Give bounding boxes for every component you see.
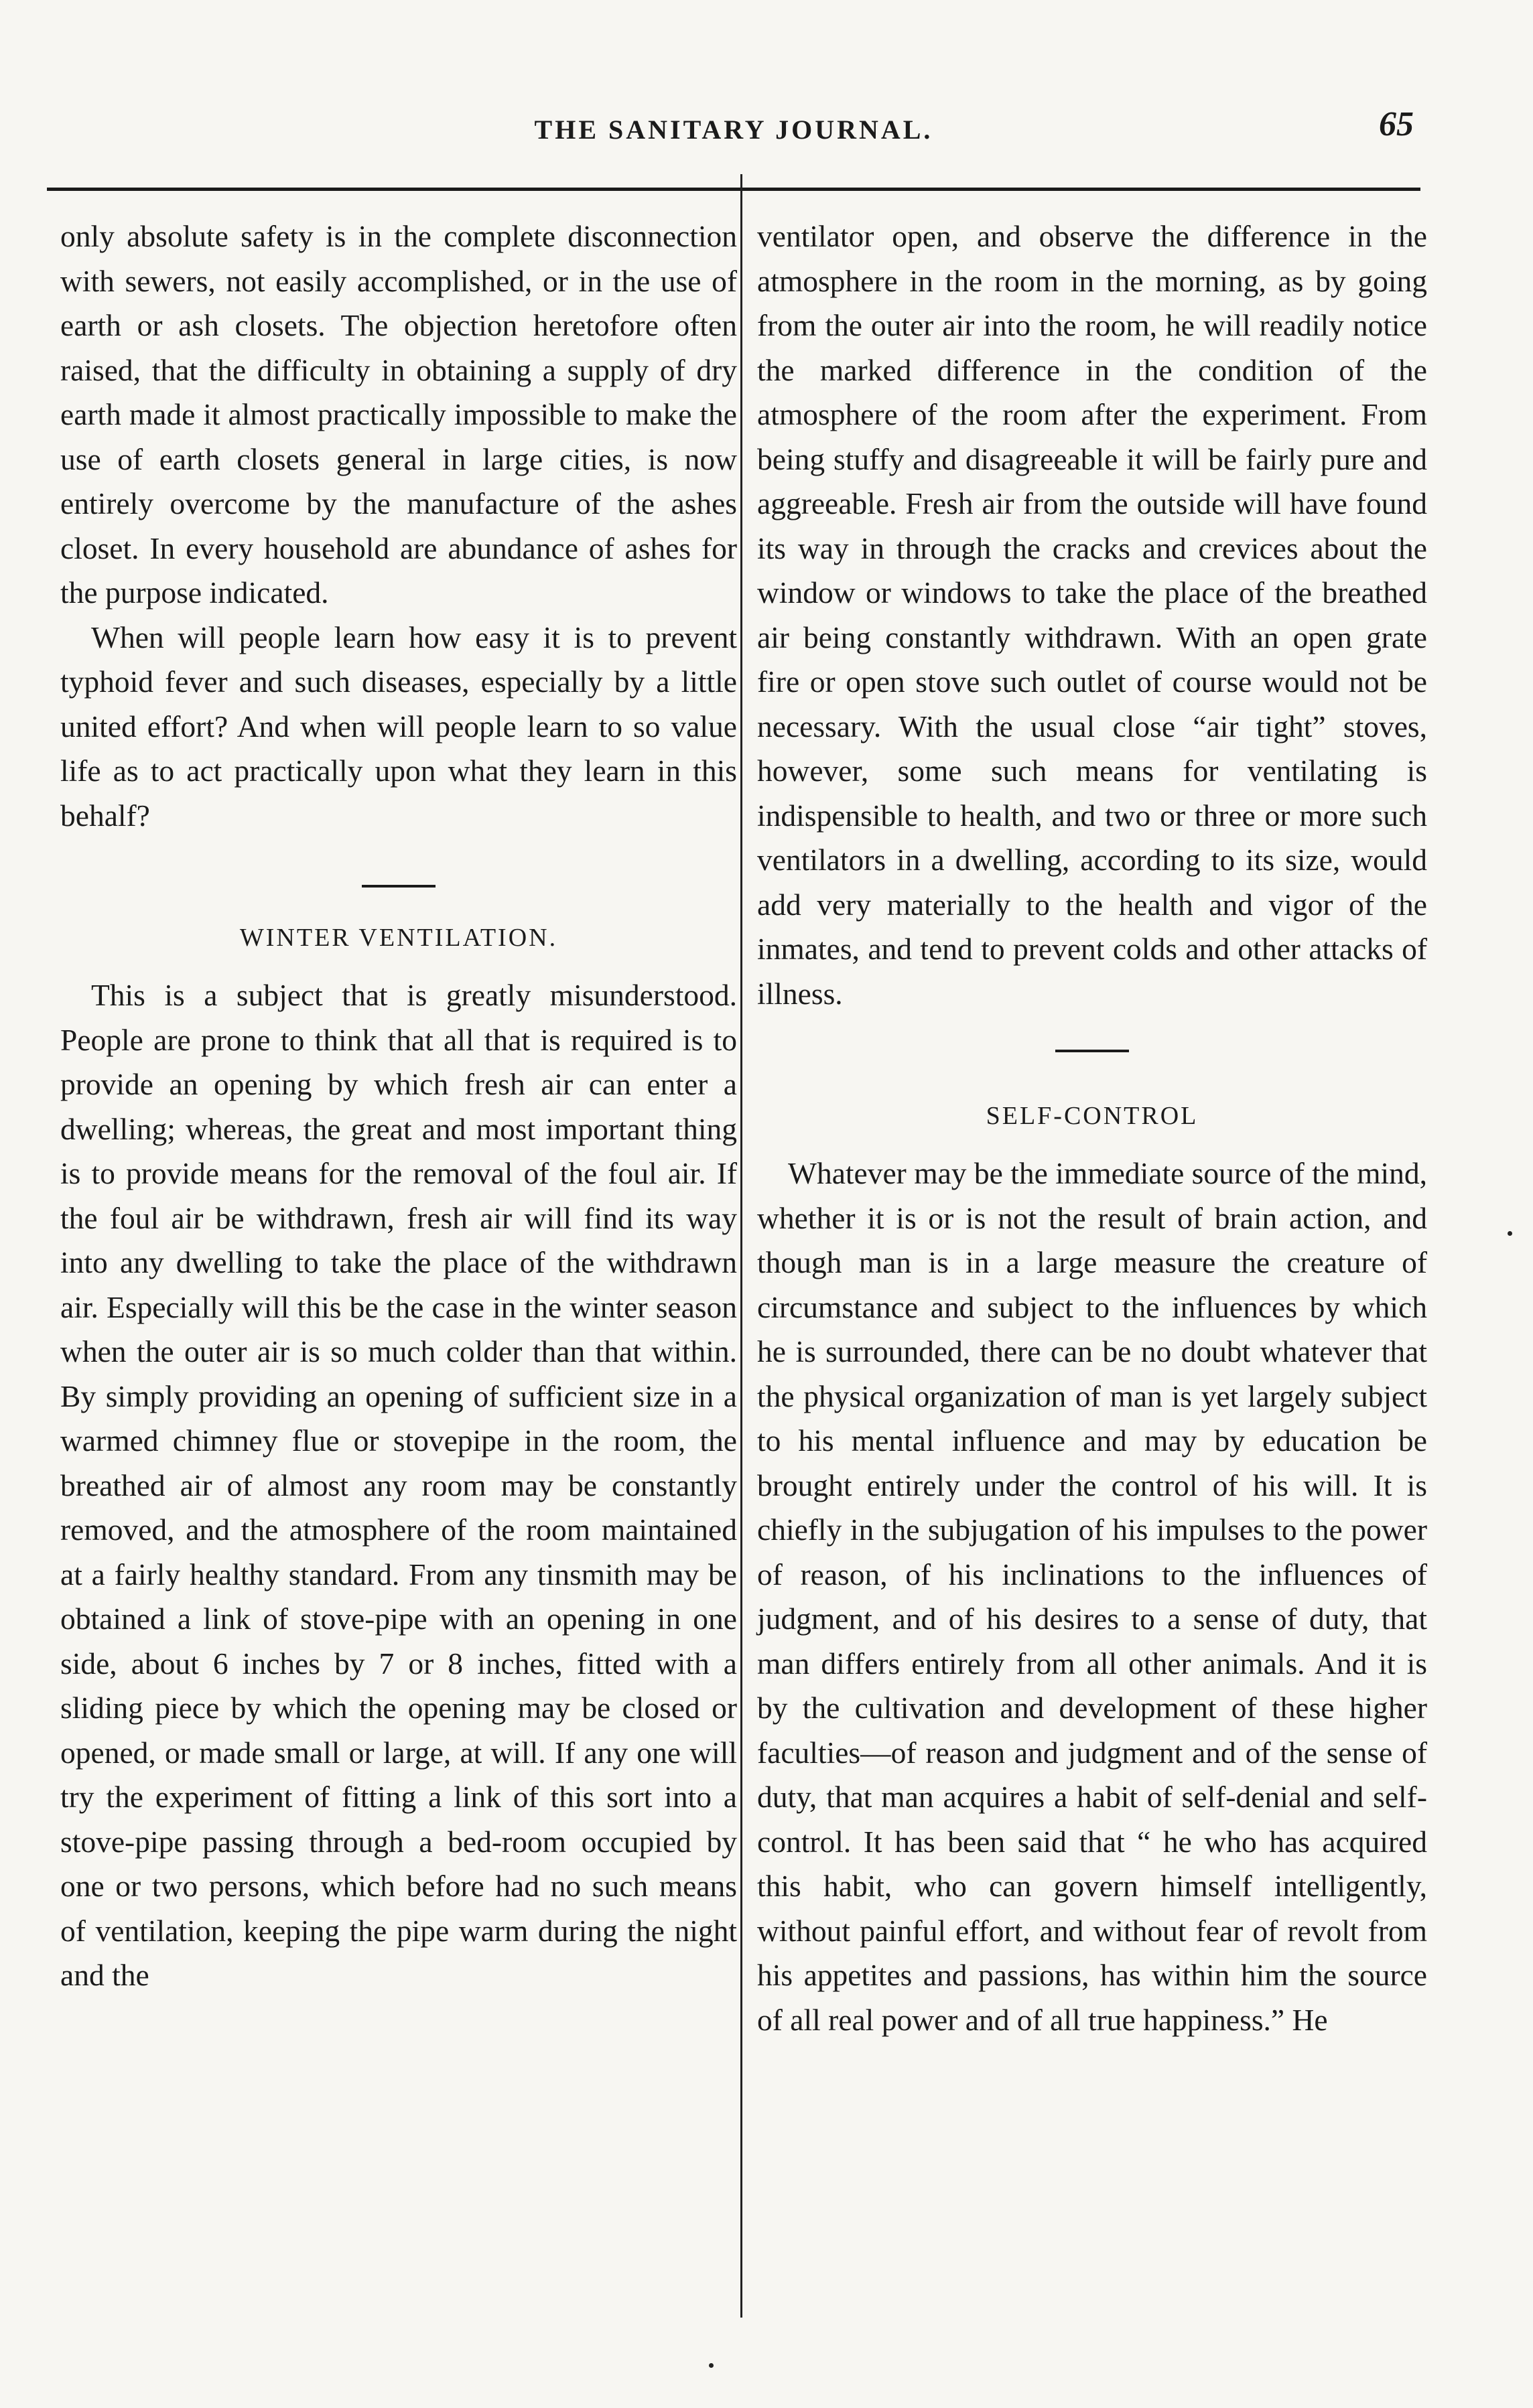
- page-number: 65: [1379, 105, 1414, 143]
- header-rule: [47, 188, 1420, 191]
- self-control-heading: SELF-CONTROL: [986, 1102, 1199, 1130]
- winter-ventilation-heading: WINTER VENTILATION.: [239, 924, 558, 952]
- typhoid-question-paragraph: When will people learn how easy it is to prevent typhoid fever and such diseases, especially by a little united effort? And when will people learn to so value life as to act practically upon what they learn in this behalf?: [60, 620, 737, 833]
- winter-ventilation-paragraph: This is a subject that is greatly misunderstood. People are prone to think that all that is required is to provide an opening by which fresh air can enter a dwelling; whereas, the great and most important thing is to provide means for the removal of the foul air. If the foul air be withdrawn, fresh air will find its way into any dwelling to take the place of the withdrawn air. Especially will this be the case in the winter season when the outer air is so much colder than that within. By simply providing an opening of sufficient size in a warmed chimney flue or stovepipe in the room, the breathed air of almost any room may be constantly removed, and the atmosphere of the room maintained at a fairly healthy standard. From any tinsmith may be obtained a link of stove-pipe with an opening in one side, about 6 inches by 7 or 8 inches, fitted with a sliding piece by which the opening may be closed or opened, or made small or large, at will. If any one will try the experiment of fitting a link of this sort into a stove-pipe passing through a bed-room occupied by one or two persons, which before had no such means of ventilation, keeping the pipe warm during the night and the: [60, 978, 737, 1992]
- print-speck: [1508, 1231, 1512, 1236]
- section-divider: [1055, 1050, 1129, 1052]
- article-continuation-paragraph: only absolute safety is in the complete disconnection with sewers, not easily accomplished, or in the use of earth or ash closets. The objection heretofore often raised, that the difficulty in obtaining a supply of dry earth made it almost practically impossible to make the use of earth closets general in large cities, is now entirely overcome by the manufacture of the ashes closet. In every household are abundance of ashes for the purpose indicated.: [60, 219, 737, 610]
- page-header: [47, 100, 1420, 154]
- right-column: [757, 214, 1427, 2042]
- section-divider: [362, 885, 436, 888]
- left-column: [60, 214, 737, 1998]
- ventilation-continuation-paragraph: ventilator open, and observe the difference in the atmosphere in the room in the morning, as by going from the outer air into the room, he will readily notice the marked difference in the condition of the atmosphere of the room after the experiment. From being stuffy and disagreeable it will be fairly pure and aggreeable. Fresh air from the outside will have found its way in through the cracks and crevices about the window or windows to take the place of the breathed air being constantly withdrawn. With an open grate fire or open stove such outlet of course would not be necessary. With the usual close “air tight” stoves, however, some such means for ventilating is indispensible to health, and two or three or more such ventilators in a dwelling, according to its size, would add very materially to the health and vigor of the inmates, and tend to prevent colds and other attacks of illness.: [757, 219, 1427, 1011]
- self-control-paragraph: Whatever may be the immediate source of the mind, whether it is or is not the result of brain action, and though man is in a large measure the creature of circumstance and subject to the influences by which he is surrounded, there can be no doubt whatever that the physical organization of man is yet largely subject to his mental influence and may by education be brought entirely under the control of his will. It is chiefly in the subjugation of his impulses to the power of reason, of his inclinations to the influences of judgment, and of his desires to a sense of duty, that man differs entirely from all other animals. And it is by the cultivation and development of these higher faculties—of reason and judgment and of the sense of duty, that man acquires a habit of self-denial and self-control. It has been said that “ he who has acquired this habit, who can govern himself intelligently, without painful effort, and without fear of revolt from his appetites and passions, has within him the source of all real power and of all true happiness.” He: [757, 1156, 1427, 2037]
- running-title: THE SANITARY JOURNAL.: [534, 115, 933, 145]
- print-speck: [709, 2363, 714, 2368]
- column-divider: [740, 174, 742, 2318]
